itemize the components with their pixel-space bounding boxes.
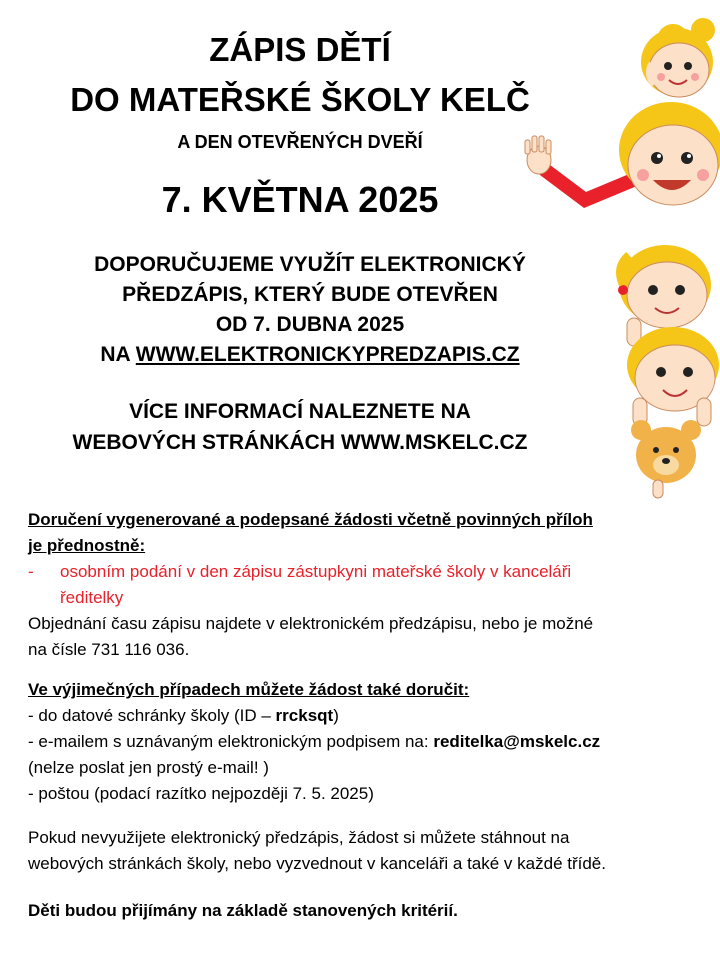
delivery-note-1: Objednání času zápisu najdete v elektronickém předzápisu, nebo je možné [28, 614, 594, 633]
item2-prefix: - e-mailem s uznávaným elektronickým podpisem na: [28, 732, 434, 751]
recommend-prefix: NA [100, 343, 136, 366]
exceptional-section [28, 677, 688, 807]
delivery-heading-1: Doručení vygenerované a podepsané žádosti včetně povinných příloh [28, 510, 593, 529]
exceptional-item-2-note: (nelze poslat jen prostý e-mail! ) [28, 758, 269, 777]
exceptional-heading: Ve výjimečných případech můžete žádost také doručit: [28, 680, 470, 699]
exceptional-item-1 [28, 703, 688, 729]
download-line-1: Pokud nevyužijete elektronický předzápis, žádost si můžete stáhnout na [28, 828, 570, 847]
delivery-heading-2: je přednostně: [28, 536, 146, 555]
girl-top-illustration [641, 18, 715, 97]
predzapis-link[interactable]: WWW.ELEKTRONICKYPREDZAPIS.CZ [135, 343, 520, 366]
more-info-line-1: VÍCE INFORMACÍ NALEZNETE NA [129, 400, 471, 423]
boy-lower-illustration [627, 327, 719, 426]
download-line-2: webových stránkách školy, nebo vyzvednout v kanceláři a také v každé třídě. [28, 854, 606, 873]
exceptional-item-3: - poštou (podací razítko nejpozději 7. 5. 2025) [28, 784, 374, 803]
closing-note: Děti budou přijímány na základě stanovených kritérií. [28, 901, 458, 920]
delivery-note-2: na čísle 731 116 036. [28, 640, 190, 659]
bullet-dash: - [28, 562, 34, 581]
item1-suffix: ) [333, 706, 339, 725]
children-illustration [515, 0, 720, 510]
boy-waving-illustration [525, 102, 720, 205]
exceptional-item-2 [28, 729, 688, 755]
teddy-bear-illustration [631, 420, 701, 498]
data-box-id: rrcksqt [275, 706, 334, 725]
more-info-line-2: WEBOVÝCH STRÁNKÁCH WWW.MSKELC.CZ [72, 431, 528, 454]
delivery-bullet [28, 559, 688, 585]
more-info-block [0, 396, 600, 458]
title-line-2: DO MATEŘSKÉ ŠKOLY KELČ [70, 81, 530, 118]
item1-prefix: - do datové schránky školy (ID – [28, 706, 276, 725]
recommend-line-3: OD 7. DUBNA 2025 [215, 313, 405, 336]
title-line-1: ZÁPIS DĚTÍ [209, 31, 391, 68]
download-section [28, 825, 688, 877]
recommend-line-1: DOPORUČUJEME VYUŽÍT ELEKTRONICKÝ [94, 253, 526, 276]
enrollment-date: 7. KVĚTNA 2025 [161, 179, 439, 220]
subtitle: A DEN OTEVŘENÝCH DVEŘÍ [177, 132, 423, 152]
recommend-line-2: PŘEDZÁPIS, KTERÝ BUDE OTEVŘEN [122, 283, 498, 306]
director-email[interactable]: reditelka@mskelc.cz [433, 732, 601, 751]
bullet-text-1: osobním podání v den zápisu zástupkyni mateřské školy v kanceláři [60, 562, 572, 581]
bullet-text-2: ředitelky [60, 588, 124, 607]
delivery-section [28, 507, 688, 663]
